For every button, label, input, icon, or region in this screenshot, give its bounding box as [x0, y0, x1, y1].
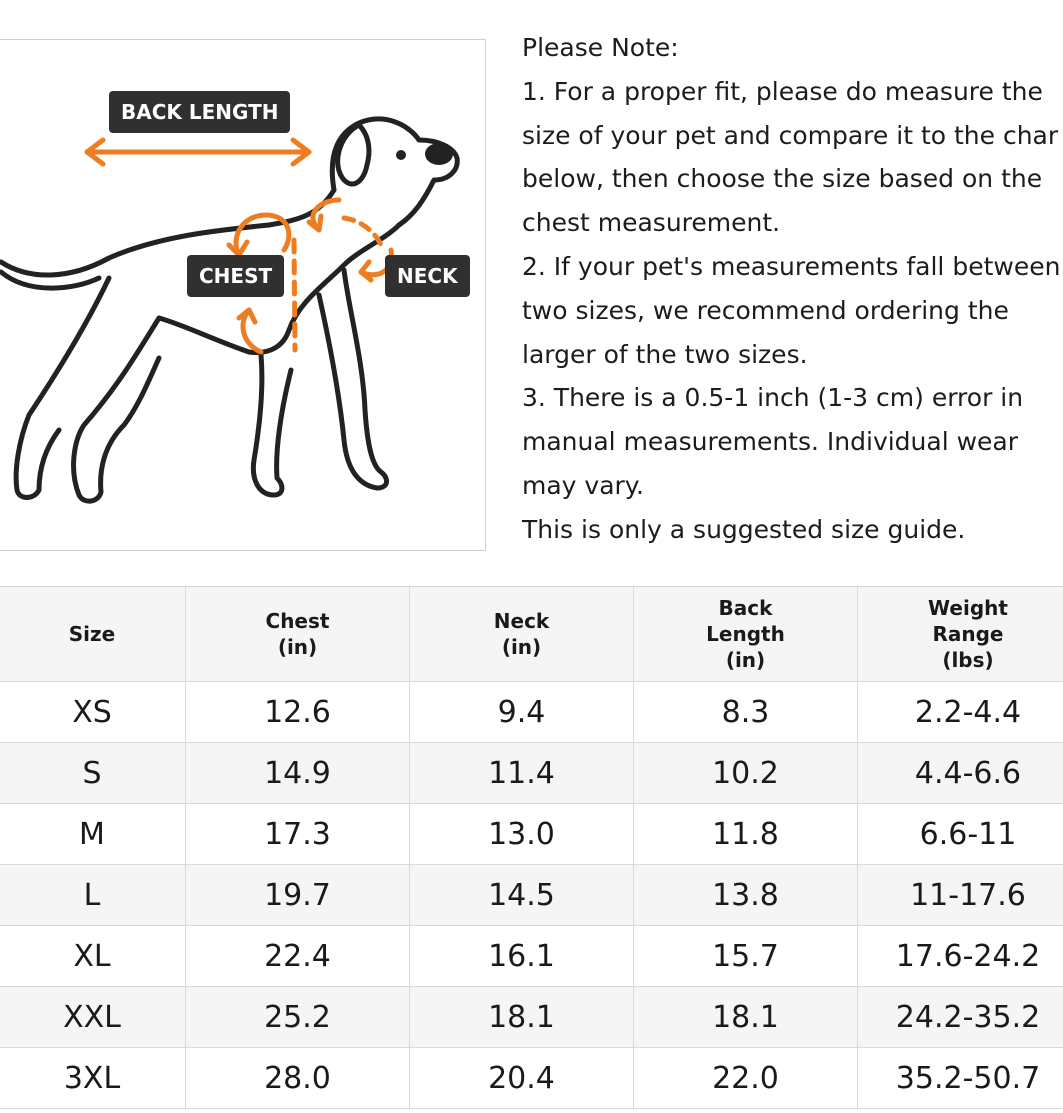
- neck-label: NECK: [385, 255, 470, 297]
- cell-chest: 19.7: [186, 865, 410, 926]
- cell-neck: 11.4: [410, 743, 634, 804]
- table-row: [0, 1048, 1063, 1109]
- notes-line: size of your pet and compare it to the char: [522, 120, 1059, 150]
- table-header-row: [0, 587, 1063, 682]
- notes-line: 2. If your pet's measurements fall between: [522, 251, 1061, 281]
- cell-neck: 20.4: [410, 1048, 634, 1109]
- cell-back-length: 8.3: [634, 682, 858, 743]
- cell-back-length: 18.1: [634, 987, 858, 1048]
- header-size: Size: [0, 587, 186, 682]
- notes-line: 1. For a proper fit, please do measure the: [522, 76, 1043, 106]
- table-row: [0, 987, 1063, 1048]
- cell-chest: 17.3: [186, 804, 410, 865]
- cell-weight-range: 6.6-11: [858, 804, 1063, 865]
- cell-neck: 16.1: [410, 926, 634, 987]
- table-row: [0, 682, 1063, 743]
- cell-weight-range: 2.2-4.4: [858, 682, 1063, 743]
- cell-back-length: 22.0: [634, 1048, 858, 1109]
- table-row: [0, 743, 1063, 804]
- notes-heading: Please Note:: [522, 33, 679, 62]
- notes-line: below, then choose the size based on the: [522, 164, 1043, 194]
- notes-line: chest measurement.: [522, 208, 781, 238]
- header-chest: Chest (in): [186, 587, 410, 682]
- cell-weight-range: 24.2-35.2: [858, 987, 1063, 1048]
- cell-weight-range: 17.6-24.2: [858, 926, 1063, 987]
- cell-back-length: 15.7: [634, 926, 858, 987]
- cell-back-length: 13.8: [634, 865, 858, 926]
- cell-back-length: 11.8: [634, 804, 858, 865]
- cell-size: M: [0, 804, 186, 865]
- cell-chest: 12.6: [186, 682, 410, 743]
- cell-neck: 18.1: [410, 987, 634, 1048]
- table-row: [0, 865, 1063, 926]
- chest-label: CHEST: [187, 255, 284, 297]
- size-chart-table: [0, 586, 1063, 1109]
- cell-neck: 13.0: [410, 804, 634, 865]
- cell-weight-range: 11-17.6: [858, 865, 1063, 926]
- cell-chest: 14.9: [186, 743, 410, 804]
- cell-neck: 9.4: [410, 682, 634, 743]
- cell-size: S: [0, 743, 186, 804]
- cell-size: XXL: [0, 987, 186, 1048]
- header-neck: Neck (in): [410, 587, 634, 682]
- cell-size: L: [0, 865, 186, 926]
- notes-line: larger of the two sizes.: [522, 339, 808, 369]
- size-notes: [522, 26, 1063, 552]
- cell-weight-range: 35.2-50.7: [858, 1048, 1063, 1109]
- header-weight-range: Weight Range (lbs): [858, 587, 1063, 682]
- cell-chest: 22.4: [186, 926, 410, 987]
- table-row: [0, 926, 1063, 987]
- cell-neck: 14.5: [410, 865, 634, 926]
- cell-weight-range: 4.4-6.6: [858, 743, 1063, 804]
- notes-line: 3. There is a 0.5-1 inch (1-3 cm) error in: [522, 383, 1024, 413]
- notes-line: may vary.: [522, 470, 644, 500]
- notes-line: manual measurements. Individual wear: [522, 427, 1019, 457]
- cell-back-length: 10.2: [634, 743, 858, 804]
- notes-line: two sizes, we recommend ordering the: [522, 295, 1009, 325]
- back-length-label: BACK LENGTH: [109, 91, 290, 133]
- cell-chest: 25.2: [186, 987, 410, 1048]
- notes-line: This is only a suggested size guide.: [522, 514, 966, 544]
- cell-size: 3XL: [0, 1048, 186, 1109]
- header-back-length: Back Length (in): [634, 587, 858, 682]
- cell-size: XS: [0, 682, 186, 743]
- table-row: [0, 804, 1063, 865]
- cell-chest: 28.0: [186, 1048, 410, 1109]
- cell-size: XL: [0, 926, 186, 987]
- dog-measurement-illustration: [0, 39, 486, 551]
